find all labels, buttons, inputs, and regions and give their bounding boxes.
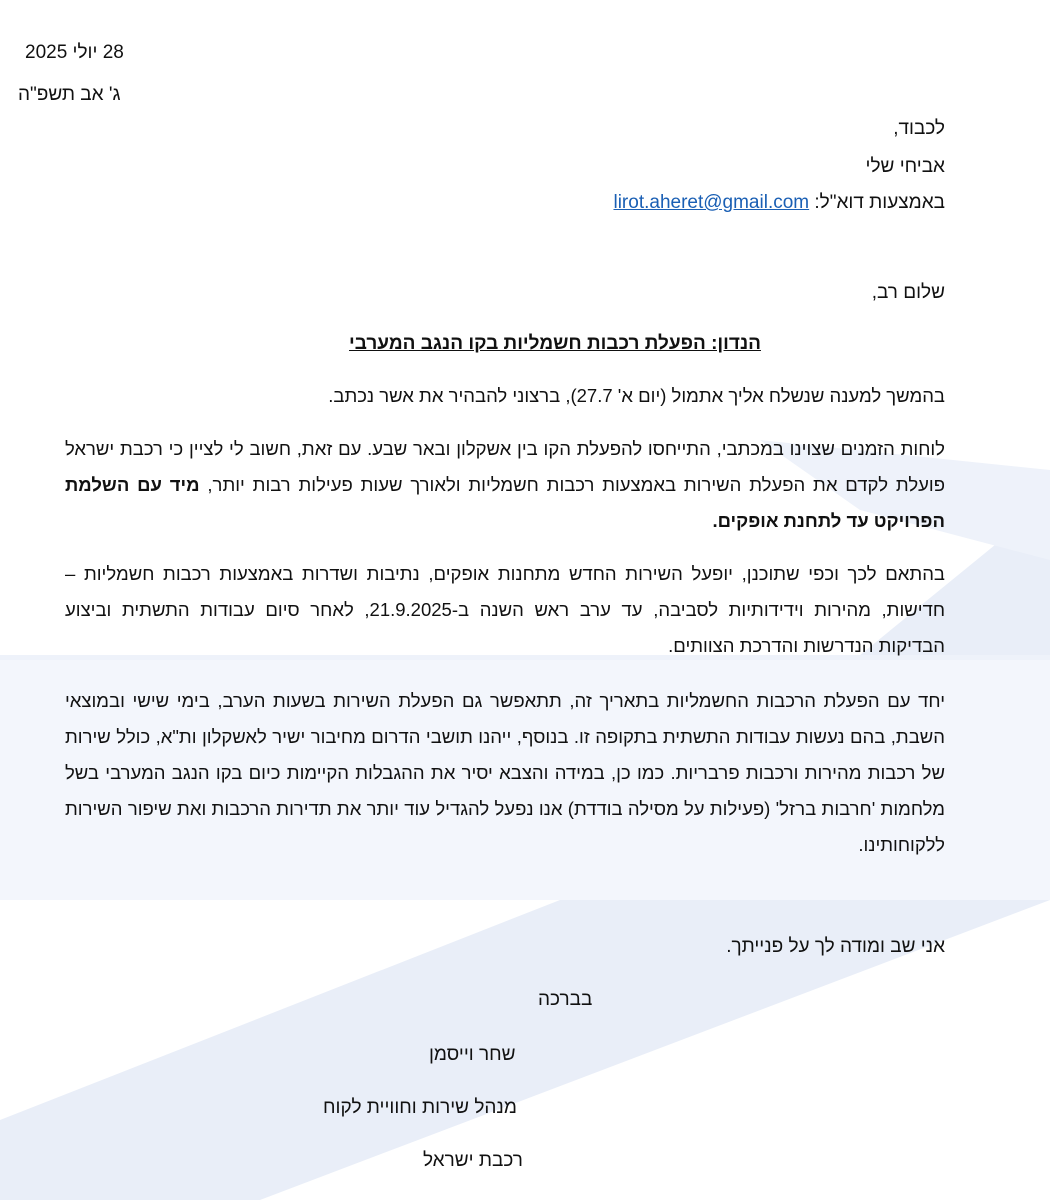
email-link[interactable]: lirot.aheret@gmail.com [613,192,810,213]
paragraph-3: בהתאם לכך וכפי שתוכנן, יופעל השירות החדש מתחנות אופקים, נתיבות ושדרות באמצעות רכבות חשמליות – חדישות, מהירות וידידותיות לסביבה, עד ערב ראש השנה ב-21.9.2025, לאחר סיום עבודות התשתית וביצוע הבדיקות הנדרשות והדרכת הצוותים. [65,563,945,656]
recipient-email-line [613,192,945,214]
paragraph-2-bold: מיד עם השלמת הפרויקט עד לתחנת אופקים. [65,474,945,531]
paragraph-2-text: לוחות הזמנים שצוינו במכתבי, התייחסו להפעלת הקו בין אשקלון ובאר שבע. עם זאת, חשוב לי לציין כי רכבת ישראל פועלת לקדם את הפעלת השירות באמצעות רכבות חשמליות ולאורך שעות פעילות רבות יותר, [65,438,946,495]
closing-line: אני שב ומודה לך על פנייתך. [726,936,945,957]
date-hebrew: ג' אב תשפ"ה [18,84,121,105]
signature-organization: רכבת ישראל [423,1150,523,1171]
greeting: שלום רב, [871,282,945,303]
signature-regards: בברכה [538,989,593,1010]
recipient-honorific: לכבוד, [893,118,945,139]
recipient-name: אביחי שלי [865,156,945,177]
paragraph-1: בהמשך למענה שנשלח אליך אתמול (יום א' 27.7), ברצוני להבהיר את אשר נכתב. [328,385,945,406]
paragraph-4: יחד עם הפעלת הרכבות החשמליות בתאריך זה, תתאפשר גם הפעלת השירות בשעות הערב, בימי שישי ובמוצאי השבת, בהם נעשות עבודות התשתית בתקופה זו. בנוסף, ייהנו תושבי הדרום מחיבור ישיר לאשקלון ות"א, כולל שירות של רכבות מהירות ורכבות פרבריות. כמו כן, במידה והצבא יסיר את ההגבלות הקיימות כיום בקו הנגב המערבי בשל מלחמות 'חרבות ברזל' (פעילות על מסילה בודדת) אנו נפעל להגדיל עוד יותר את תדירות הרכבות ואת שיפור השירות ללקוחותינו. [65,690,945,855]
subject-line [0,333,1050,355]
signature-name: שחר וייסמן [429,1044,516,1065]
subject-text: הנדון: הפעלת רכבות חשמליות בקו הנגב המערבי [349,333,761,354]
date-gregorian: 28 יולי 2025 [25,42,124,63]
paragraph-2 [65,431,945,539]
signature-title: מנהל שירות וחוויית לקוח [323,1097,517,1118]
email-label: באמצעות דוא"ל: [814,192,945,213]
